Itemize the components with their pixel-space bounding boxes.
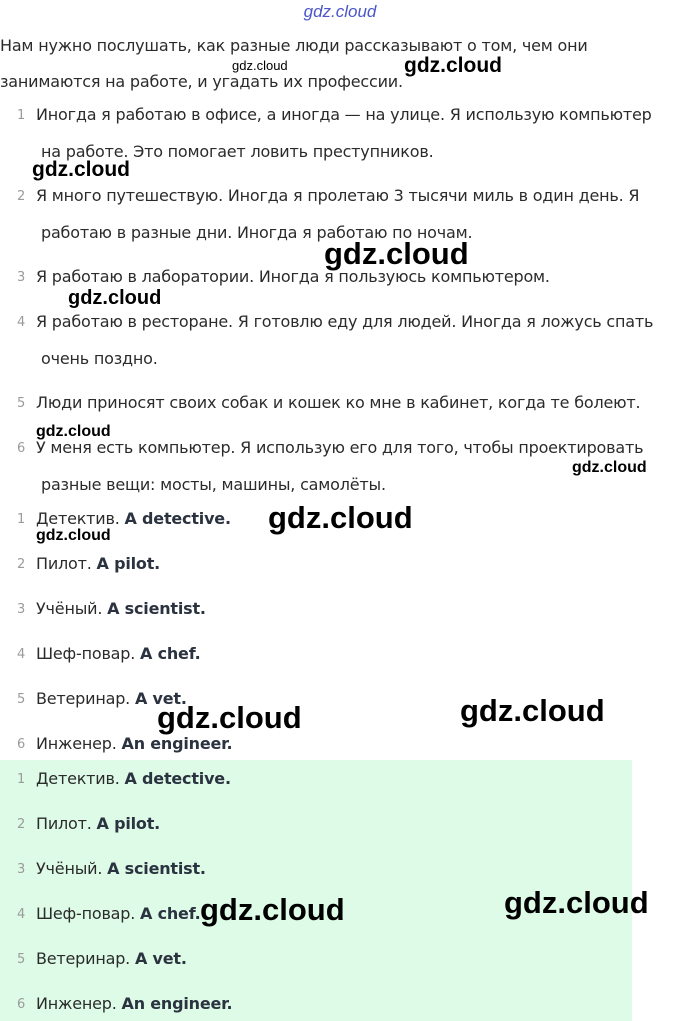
intro-line-2: занимаются на работе, и угадать их профессии. — [0, 72, 403, 91]
statement-line-2: на работе. Это помогает ловить преступников. — [41, 142, 434, 161]
statement-line-1: Я работаю в лаборатории. Иногда я пользуюсь компьютером. — [36, 267, 550, 286]
answer-ru: Инженер. — [36, 734, 117, 753]
watermark: gdz.cloud — [404, 54, 502, 77]
statement-number: 3 — [16, 270, 26, 285]
answer-number: 5 — [16, 692, 26, 707]
statement-line-2: работаю в разные дни. Иногда я работаю по ночам. — [41, 223, 473, 242]
answer-ru: Учёный. — [36, 859, 103, 878]
answer-ru: Детектив. — [36, 509, 120, 528]
answer-en: A scientist. — [107, 599, 206, 618]
watermark: gdz.cloud — [36, 527, 111, 544]
answer-number: 6 — [16, 737, 26, 752]
answer-number: 2 — [16, 817, 26, 832]
answer-number: 4 — [16, 647, 26, 662]
answer-en: A vet. — [134, 689, 187, 708]
watermark: gdz.cloud — [460, 693, 605, 728]
statement-line-1: Я работаю в ресторане. Я готовлю еду для людей. Иногда я ложусь спать — [36, 312, 654, 331]
answer-en: A detective. — [124, 769, 231, 788]
answer-ru: Шеф-повар. — [36, 904, 136, 923]
answer-en: A detective. — [124, 509, 231, 528]
answer-number: 6 — [16, 997, 26, 1012]
statement-line-2: очень поздно. — [41, 349, 158, 368]
watermark: gdz.cloud — [572, 459, 647, 476]
watermark: gdz.cloud — [36, 423, 111, 440]
statement-number: 2 — [16, 189, 26, 204]
answer-number: 5 — [16, 952, 26, 967]
answer-ru: Детектив. — [36, 769, 120, 788]
statement-number: 1 — [16, 108, 26, 123]
answer-number: 2 — [16, 557, 26, 572]
watermark: gdz.cloud — [157, 700, 302, 735]
statement-line-1: У меня есть компьютер. Я использую его для того, чтобы проектировать — [36, 438, 644, 457]
answer-ru: Пилот. — [36, 554, 92, 573]
answer-ru: Шеф-повар. — [36, 644, 136, 663]
answer-number: 1 — [16, 512, 26, 527]
statement-line-1: Люди приносят своих собак и кошек ко мне в кабинет, когда те болеют. — [36, 393, 641, 412]
watermark: gdz.cloud — [32, 158, 130, 181]
answer-ru: Ветеринар. — [36, 949, 131, 968]
watermark: gdz.cloud — [232, 58, 288, 73]
statement-number: 4 — [16, 315, 26, 330]
intro-line-1: Нам нужно послушать, как разные люди рассказывают о том, чем они — [0, 36, 588, 55]
watermark: gdz.cloud — [504, 885, 649, 920]
answer-number: 3 — [16, 602, 26, 617]
intro-paragraph — [0, 28, 670, 100]
answer-number: 3 — [16, 862, 26, 877]
answer-en: A pilot. — [96, 814, 161, 833]
watermark: gdz.cloud — [324, 236, 469, 271]
statement-number: 5 — [16, 396, 26, 411]
watermark-top: gdz.cloud — [303, 2, 377, 21]
statement-line-1: Я много путешествую. Иногда я пролетаю 3 тысячи миль в один день. Я — [36, 186, 640, 205]
answer-ru: Ветеринар. — [36, 689, 131, 708]
answer-en: A scientist. — [107, 859, 206, 878]
answer-en: A chef. — [140, 904, 201, 923]
answer-en: A vet. — [134, 949, 187, 968]
watermark: gdz.cloud — [200, 892, 345, 927]
answer-ru: Пилот. — [36, 814, 92, 833]
statement-number: 6 — [16, 441, 26, 456]
statement-line-2: разные вещи: мосты, машины, самолёты. — [41, 475, 386, 494]
statement-line-1: Иногда я работаю в офисе, а иногда — на улице. Я использую компьютер — [36, 105, 652, 124]
answer-en: A chef. — [140, 644, 201, 663]
answer-ru: Инженер. — [36, 994, 117, 1013]
answer-en: A pilot. — [96, 554, 161, 573]
answer-number: 1 — [16, 772, 26, 787]
watermark: gdz.cloud — [268, 500, 413, 535]
answer-ru: Учёный. — [36, 599, 103, 618]
watermark: gdz.cloud — [68, 287, 162, 309]
answer-en: An engineer. — [121, 734, 233, 753]
answer-number: 4 — [16, 907, 26, 922]
answer-en: An engineer. — [121, 994, 233, 1013]
